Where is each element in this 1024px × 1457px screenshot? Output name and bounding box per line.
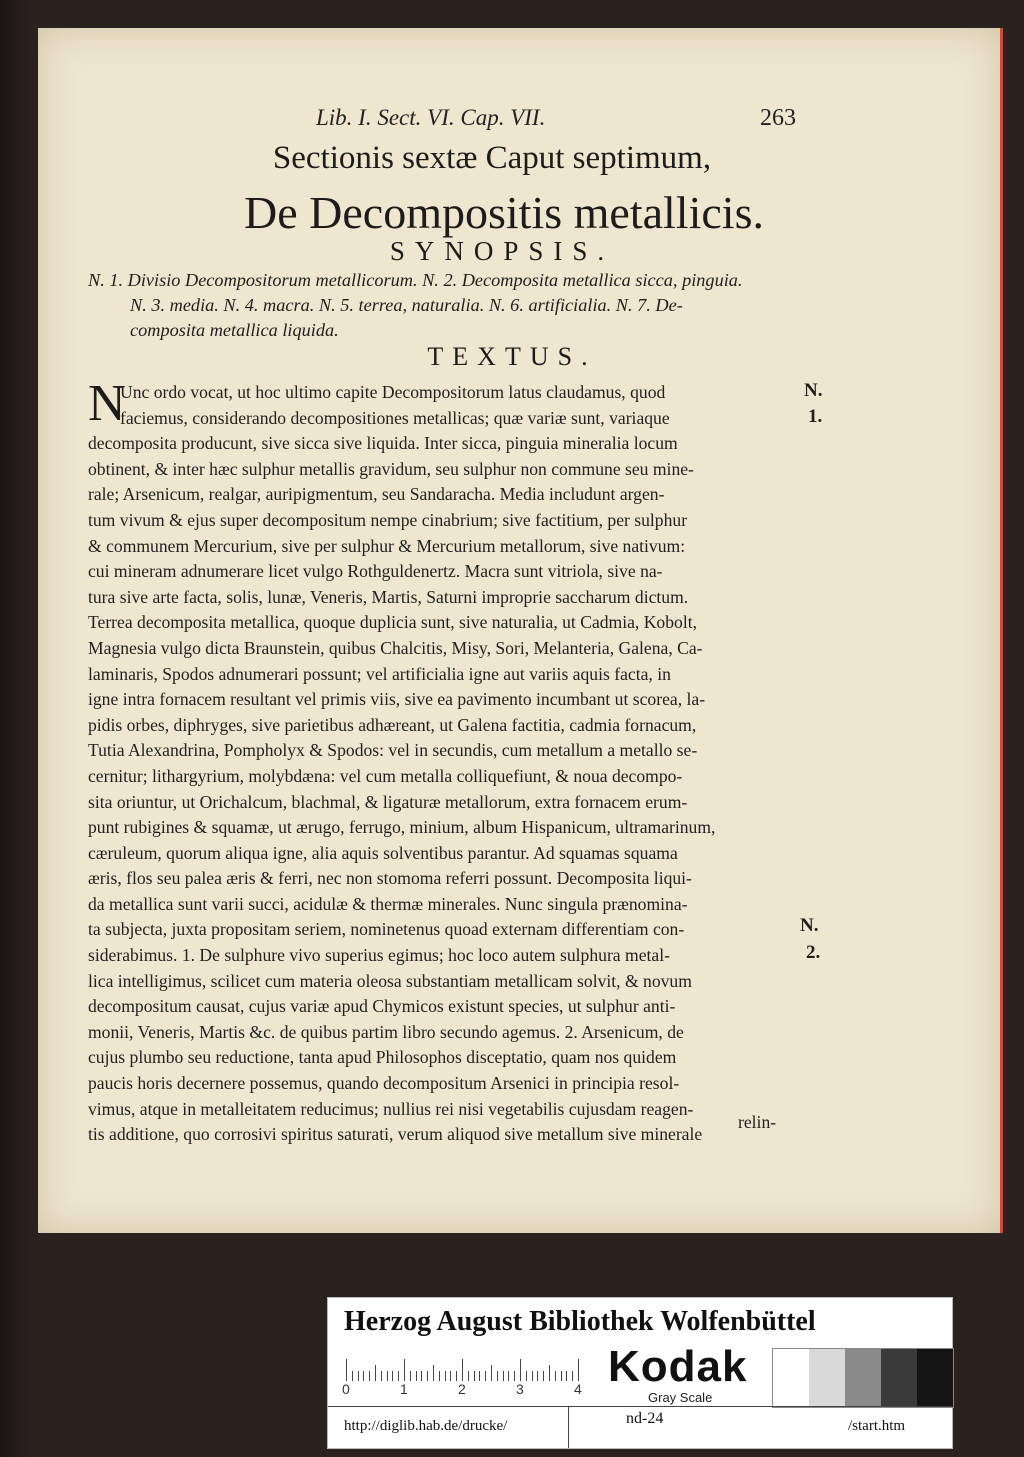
chapter-title: De Decompositis metallicis. xyxy=(244,187,764,238)
ruler-number: 3 xyxy=(516,1381,524,1397)
drop-capital: N xyxy=(88,375,126,432)
body-line: tis additione, quo corrosivi spiritus saturati, verum aliquod sive metallum sive minerale xyxy=(88,1124,703,1145)
body-line: æris, flos seu palea æris & ferri, nec non stomoma referri possunt. Decomposita liqui- xyxy=(88,868,692,889)
ruler-tick xyxy=(445,1371,446,1381)
synopsis-line: composita metallica liquida. xyxy=(130,320,339,340)
url-left: http://diglib.hab.de/drucke/ xyxy=(344,1418,508,1434)
gray-swatch xyxy=(809,1349,845,1407)
textus-heading: TEXTUS. xyxy=(427,342,597,371)
body-line: obtinent, & inter hæc sulphur metallis gravidum, seu sulphur non commune seu mine- xyxy=(88,458,694,479)
body-line: tura sive arte facta, solis, lunæ, Veneris, Martis, Saturni improprie saccharum dictum. xyxy=(88,586,689,607)
ruler-tick xyxy=(404,1359,405,1381)
ruler-tick xyxy=(491,1365,492,1381)
body-line: cæruleum, quorum aliqua igne, alia aquis solventibus parantur. Ad squamas squama xyxy=(88,842,678,863)
margin-note: N. xyxy=(800,915,819,936)
ruler-number: 2 xyxy=(458,1381,466,1397)
synopsis-heading: SYNOPSIS. xyxy=(389,236,615,266)
ruler-tick xyxy=(439,1371,440,1381)
ruler-tick xyxy=(555,1371,556,1381)
body-line: da metallica sunt varii succi, acidulæ & thermæ minerales. Nunc singula prænomina- xyxy=(88,893,688,914)
body-line: siderabimus. 1. De sulphure vivo superius egimus; hoc loco autem sulphura metal- xyxy=(88,945,670,966)
body-line: monii, Veneris, Martis &c. de quibus partim libro secundo agemus. 2. Arsenicum, de xyxy=(88,1021,684,1042)
body-line: cernitur; lithargyrium, molybdæna: vel cum metalla colliquefiunt, & noua decompo- xyxy=(88,765,683,786)
ruler-tick xyxy=(497,1371,498,1381)
body-line: Unc ordo vocat, ut hoc ultimo capite Decompositorum latus claudamus, quod xyxy=(120,382,666,402)
kodak-logo: Kodak xyxy=(608,1342,748,1391)
ruler-tick xyxy=(427,1371,428,1381)
body-line: sita oriuntur, ut Orichalcum, blachmal, & ligaturæ metallorum, extra fornacem erum- xyxy=(88,791,688,812)
body-text xyxy=(88,375,798,1148)
body-line: igne intra fornacem resultant vel primis viis, sive ea pavimento incumbant ut scorea, la- xyxy=(88,689,706,710)
gray-swatch xyxy=(917,1349,953,1407)
gray-scale-strip xyxy=(772,1348,954,1408)
chapter-heading-line1: Sectionis sextæ Caput septimum, xyxy=(272,140,712,176)
ruler-tick xyxy=(381,1371,382,1381)
library-label-card xyxy=(327,1297,953,1449)
ruler-tick xyxy=(485,1371,486,1381)
ruler-tick xyxy=(363,1371,364,1381)
ruler-tick xyxy=(416,1371,417,1381)
ruler-tick xyxy=(421,1371,422,1381)
body-line: lica intelligimus, scilicet cum materia oleosa substantiam metallicam solvit, & novum xyxy=(88,970,692,991)
ruler-tick xyxy=(526,1371,527,1381)
ruler-tick xyxy=(520,1359,521,1381)
library-name: Herzog August Bibliothek Wolfenbüttel xyxy=(344,1306,816,1337)
ruler-number: 4 xyxy=(574,1381,582,1397)
margin-note: 1. xyxy=(808,406,823,427)
margin-note: N. xyxy=(804,380,823,401)
ruler-tick xyxy=(503,1371,504,1381)
page-number: 263 xyxy=(760,105,796,131)
body-line: decompositum causat, cujus variæ apud Chymicos existunt species, ut sulphur anti- xyxy=(88,996,676,1017)
ruler-tick xyxy=(537,1371,538,1381)
catchword: relin- xyxy=(738,1112,777,1132)
ruler-tick xyxy=(532,1371,533,1381)
body-line: decomposita producunt, sive sicca sive liquida. Inter sicca, pinguia mineralia locum xyxy=(88,433,678,454)
running-head xyxy=(316,105,916,139)
body-line: tum vivum & ejus super decompositum nempe cinabrium; sive factitium, per sulphur xyxy=(88,509,688,530)
ruler-number: 0 xyxy=(342,1381,350,1397)
ruler-tick xyxy=(387,1371,388,1381)
synopsis-block xyxy=(88,268,808,343)
scale-ruler xyxy=(342,1353,586,1397)
ruler-tick xyxy=(543,1371,544,1381)
body-line: faciemus, considerando decompositiones metallicas; quæ variæ sunt, variaque xyxy=(120,407,670,428)
body-line: pidis orbes, diphryges, sive parietibus adhæreant, ut Galena factitia, cadmia fornacum, xyxy=(88,714,697,735)
body-line: punt rubigines & squamæ, ut ærugo, ferrugo, minium, album Hispanicum, ultramarinum, xyxy=(88,817,716,838)
url-right: /start.htm xyxy=(848,1418,906,1434)
body-line: Tutia Alexandrina, Pompholyx & Spodos: vel in secundis, cum metallum a metallo se- xyxy=(88,740,698,761)
ruler-tick xyxy=(508,1371,509,1381)
ruler-tick xyxy=(352,1371,353,1381)
body-line: laminaris, Spodos adnumerari possunt; vel artificialia igne aut variis aquis facta, in xyxy=(88,663,671,684)
ruler-tick xyxy=(410,1371,411,1381)
ruler-tick xyxy=(566,1371,567,1381)
body-line: cui mineram adnumerare licet vulgo Rothguldenertz. Macra sunt vitriola, sive na- xyxy=(88,561,663,582)
body-line: vimus, atque in metalleitatem reducimus; nullius rei nisi vegetabilis cujusdam reagen- xyxy=(88,1098,694,1119)
ruler-tick xyxy=(456,1371,457,1381)
shelfmark: nd-24 xyxy=(626,1410,664,1427)
margin-note: 2. xyxy=(806,942,821,963)
ruler-tick xyxy=(514,1371,515,1381)
running-head-title: Lib. I. Sect. VI. Cap. VII. xyxy=(316,105,546,130)
gray-swatch xyxy=(881,1349,917,1407)
card-divider xyxy=(568,1406,569,1448)
body-line: cujus plumbo seu reductione, tanta apud Philosophos disceptatio, quam nos quidem xyxy=(88,1047,677,1068)
gray-scale-label: Gray Scale xyxy=(648,1390,713,1405)
card-divider xyxy=(328,1406,952,1407)
ruler-tick xyxy=(479,1371,480,1381)
ruler-tick xyxy=(346,1359,347,1381)
ruler-tick xyxy=(392,1371,393,1381)
ruler-tick xyxy=(462,1359,463,1381)
ruler-tick xyxy=(450,1371,451,1381)
ruler-tick xyxy=(358,1371,359,1381)
synopsis-line: N. 1. Divisio Decompositorum metallicorum. N. 2. Decomposita metallica sicca, pinguia. xyxy=(88,270,743,290)
synopsis-line: N. 3. media. N. 4. macra. N. 5. terrea, naturalia. N. 6. artificialia. N. 7. De- xyxy=(130,295,683,315)
body-line: & communem Mercurium, sive per sulphur & Mercurium metallorum, sive nativum: xyxy=(88,535,686,556)
ruler-tick xyxy=(572,1371,573,1381)
ruler-tick xyxy=(398,1371,399,1381)
gray-swatch xyxy=(773,1349,809,1407)
body-line: Magnesia vulgo dicta Braunstein, quibus Chalcitis, Misy, Sori, Melanteria, Galena, Ca- xyxy=(88,637,703,658)
ruler-tick xyxy=(549,1365,550,1381)
ruler-tick xyxy=(433,1365,434,1381)
body-line: ta subjecta, juxta propositam seriem, nominetenus quoad externam differentiam con- xyxy=(88,919,685,940)
body-line: paucis horis decernere possemus, quando decompositum Arsenici in principia resol- xyxy=(88,1073,680,1094)
gray-swatch xyxy=(845,1349,881,1407)
ruler-tick xyxy=(578,1359,579,1381)
body-line: rale; Arsenicum, realgar, auripigmentum, seu Sandaracha. Media includunt argen- xyxy=(88,484,665,505)
ruler-number: 1 xyxy=(400,1381,408,1397)
ruler-tick xyxy=(468,1371,469,1381)
ruler-tick xyxy=(369,1371,370,1381)
ruler-tick xyxy=(375,1365,376,1381)
ruler-tick xyxy=(561,1371,562,1381)
ruler-tick xyxy=(474,1371,475,1381)
body-line: Terrea decomposita metallica, quoque duplicia sunt, sive naturalia, ut Cadmia, Kobolt, xyxy=(88,612,697,633)
